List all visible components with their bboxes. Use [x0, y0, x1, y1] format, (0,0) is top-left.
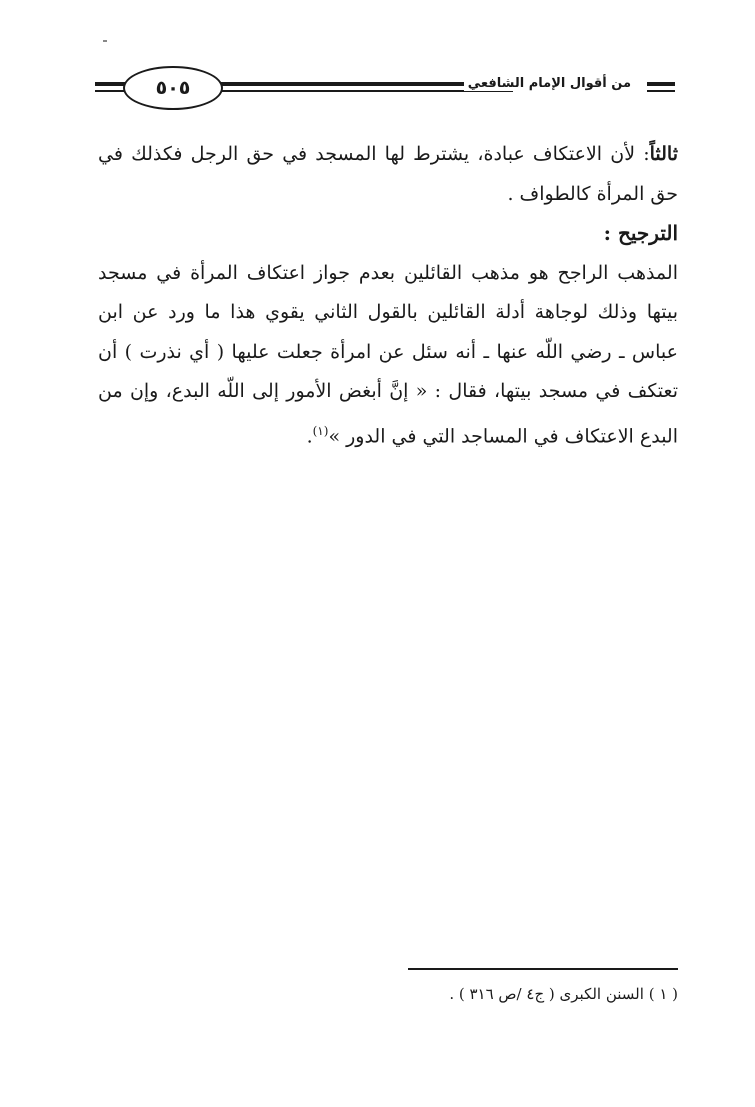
header-rule-right-top [647, 82, 675, 86]
section-heading: الترجيح : [603, 221, 678, 245]
running-title: من أقوال الإمام الشافعي [464, 76, 635, 91]
stray-mark [103, 40, 107, 42]
footnote: ( ١ ) السنن الكبرى ( ج٤ /ص ٣١٦ ) . [449, 985, 678, 1003]
paragraph-2-end: . [306, 424, 313, 447]
footnote-ref: (١) [312, 423, 329, 438]
page-number: ٥٠٥ [123, 66, 223, 110]
body-text [98, 135, 678, 456]
footnote-rule [408, 968, 678, 970]
paragraph-1 [98, 135, 678, 214]
header-rule-right-bottom [647, 90, 675, 92]
page-header [95, 66, 675, 110]
paragraph-2-text: المذهب الراجح هو مذهب القائلين بعدم جواز اعتكاف المرأة في مسجد بيتها وذلك لوجاهة أدلة القائلين بالقول الثاني يقوي هذا ما ورد عن ابن عباس ـ رضي اللّه عنها ـ أنه سئل عن امرأة جعلت عليها ( أي نذرت ) أن تعتكف في مسجد بيتها، فقال : « إنَّ أبغض الأمور إلى اللّه البدع، وإن من البدع الاعتكاف في المساجد التي في الدور » [98, 261, 678, 447]
paragraph-1-label: ثالثاً [649, 143, 678, 165]
paragraph-2 [98, 254, 678, 457]
paragraph-1-text: : لأن الاعتكاف عبادة، يشترط لها المسجد في حق الرجل فكذلك في حق المرأة كالطواف . [98, 143, 678, 205]
